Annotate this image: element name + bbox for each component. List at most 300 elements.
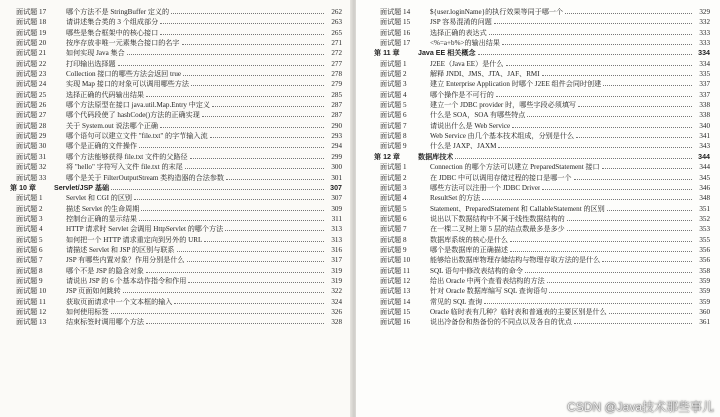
dot-leader: [510, 251, 692, 252]
page-number: 309: [331, 204, 342, 213]
question-number: 面试题 2: [380, 173, 407, 182]
toc-entry: [374, 173, 710, 183]
dot-leader: [146, 96, 324, 97]
page-number: 337: [699, 80, 710, 89]
dot-leader: [527, 116, 692, 117]
page-number: 333: [699, 39, 710, 48]
toc-entry: [374, 235, 710, 245]
left-page: [0, 0, 352, 417]
page-number: 344: [698, 152, 710, 161]
toc-entry: [10, 48, 342, 58]
question-number: 面试题 9: [380, 245, 407, 254]
question-title: <%=a+b%>的输出结果: [430, 39, 500, 48]
question-number: 面试题 5: [380, 204, 407, 213]
dot-leader: [183, 75, 324, 76]
question-number: 面试题 6: [380, 214, 407, 223]
chapter-title: Servlet/JSP 基础: [54, 183, 110, 192]
question-number: 面试题 3: [16, 214, 43, 223]
question-title: 说出冷备份和热备份的不同点以及各自的优点: [430, 318, 572, 327]
page-number: 311: [331, 214, 342, 223]
page-number: 277: [331, 59, 342, 68]
toc-entry: [374, 245, 710, 255]
page-number: 293: [331, 132, 342, 141]
question-number: 面试题 6: [380, 111, 407, 120]
question-title: 哪些方法可以注册一个 JDBC Driver: [430, 183, 541, 192]
dot-leader: [185, 168, 324, 169]
page-number: 319: [331, 266, 342, 275]
toc-left: [10, 7, 342, 328]
page-number: 262: [331, 8, 342, 16]
toc-entry: [10, 297, 342, 307]
question-title: JSP 有哪些内置对象？作用分别是什么: [66, 256, 185, 265]
dot-leader: [607, 210, 692, 211]
question-title: Web Service 由几个基本技术组成，分别是什么: [430, 132, 575, 141]
question-number: 面试题 18: [16, 18, 47, 27]
chapter-number: 第 10 章: [10, 183, 37, 192]
question-title: HTTP 请求时 Servlet 会调用 HttpServlet 的哪个方法: [66, 225, 224, 234]
dot-leader: [171, 13, 324, 14]
question-title: Statement、PreparedStatement 和 CallableStatement 的区别: [430, 204, 605, 213]
page-number: 271: [331, 39, 342, 48]
page-number: 279: [331, 80, 342, 89]
page-number: 360: [699, 307, 710, 316]
question-title: 请说出什么是 Web Service: [430, 121, 511, 130]
question-title: 实现 Map 接口的对象可以调用哪些方法: [66, 80, 189, 89]
dot-leader: [602, 168, 692, 169]
question-number: 面试题 8: [380, 235, 407, 244]
dot-leader: [146, 323, 324, 324]
dot-leader: [609, 313, 692, 314]
page-number: 352: [699, 214, 710, 223]
page-number: 316: [331, 245, 342, 254]
toc-entry: [374, 141, 710, 151]
page-number: 294: [331, 142, 342, 151]
dot-leader: [542, 75, 692, 76]
question-number: 面试题 14: [380, 8, 411, 16]
dot-leader: [496, 96, 692, 97]
dot-leader: [510, 241, 692, 242]
question-title: 描述 Servlet 的生命周期: [66, 204, 140, 213]
page-number: 340: [699, 121, 710, 130]
dot-leader: [123, 292, 324, 293]
toc-entry: [10, 38, 342, 48]
dot-leader: [139, 147, 324, 148]
question-title: SQL 语句中修改表结构的命令: [430, 266, 523, 275]
toc-entry: [10, 69, 342, 79]
question-number: 面试题 30: [16, 142, 47, 151]
toc-entry: [374, 286, 710, 296]
question-number: 面试题 29: [16, 132, 47, 141]
dot-leader: [118, 65, 324, 66]
question-title: 获取页面请求中一个文本框的输入: [66, 297, 173, 306]
toc-entry: [10, 152, 342, 162]
dot-leader: [111, 313, 324, 314]
question-number: 面试题 27: [16, 111, 47, 120]
page-number: 344: [699, 163, 710, 172]
question-title: 哪个代码段使了 hashCode()方法的正确实现: [66, 111, 200, 120]
question-number: 面试题 11: [380, 266, 410, 275]
page-number: 272: [331, 49, 342, 58]
page-number: 287: [331, 111, 342, 120]
question-title: 哪个不是 JSP 的隐含对象: [66, 266, 144, 275]
toc-entry: [10, 141, 342, 151]
toc-entry: [374, 255, 710, 265]
question-number: 面试题 28: [16, 121, 47, 130]
toc-chapter-heading: [374, 152, 710, 162]
question-title: 哪个语句可以建立文件 "file.txt" 的字节输入流: [66, 132, 208, 141]
toc-entry: [374, 121, 710, 131]
question-number: 面试题 23: [16, 70, 47, 79]
question-title: 哪个是关于 FilterOutputStream 类构造器的合法参数: [66, 173, 225, 182]
dot-leader: [489, 34, 692, 35]
question-number: 面试题 15: [380, 307, 411, 316]
dot-leader: [111, 189, 324, 190]
page-number: 334: [699, 59, 710, 68]
question-number: 面试题 20: [16, 39, 47, 48]
dot-leader: [191, 85, 324, 86]
question-title: 什么是 SOA，SOA 有哪些特点: [430, 111, 526, 120]
dot-leader: [174, 303, 324, 304]
question-title: Oracle 临时表有几种？临时表和普通表的主要区别是什么: [430, 307, 607, 316]
toc-entry: [374, 317, 710, 327]
page-number: 332: [699, 18, 710, 27]
toc-entry: [10, 121, 342, 131]
dot-leader: [134, 199, 324, 200]
page-number: 290: [331, 121, 342, 130]
toc-entry: [374, 183, 710, 193]
page-number: 359: [699, 297, 710, 306]
question-title: 打印输出选择题: [66, 59, 116, 68]
question-number: 面试题 17: [16, 8, 47, 16]
question-title: Collection 接口的哪些方法会返回 true: [66, 70, 182, 79]
toc-entry: [374, 59, 710, 69]
question-number: 面试题 25: [16, 90, 47, 99]
page-number: 343: [699, 142, 710, 151]
toc-entry: [10, 224, 342, 234]
toc-entry: [10, 204, 342, 214]
toc-entry: [374, 17, 710, 27]
toc-entry: [374, 110, 710, 120]
toc-entry: [10, 245, 342, 255]
question-number: 面试题 9: [16, 276, 43, 285]
question-number: 面试题 33: [16, 173, 47, 182]
question-title: 哪个是数据库的正确描述: [430, 245, 509, 254]
question-number: 面试题 8: [16, 266, 43, 275]
toc-entry: [374, 69, 710, 79]
question-title: Connection 的哪个方法可以建立 PreparedStatement 接口: [430, 163, 600, 172]
page-number: 333: [699, 28, 710, 37]
page-number: 307: [330, 183, 342, 192]
page-number: 359: [699, 287, 710, 296]
toc-chapter-heading: [10, 183, 342, 193]
question-title: 请讲述集合类的 3 个组成部分: [66, 18, 159, 27]
dot-leader: [603, 85, 692, 86]
dot-leader: [225, 230, 324, 231]
question-number: 面试题 11: [16, 297, 46, 306]
page-number: 307: [331, 194, 342, 203]
question-title: 如何使用标签: [66, 307, 109, 316]
question-number: 面试题 17: [380, 39, 411, 48]
toc-entry: [10, 173, 342, 183]
dot-leader: [160, 127, 324, 128]
dot-leader: [146, 272, 324, 273]
question-title: 请说出 JSP 的 6 个基本动作指令和作用: [66, 276, 187, 285]
question-number: 面试题 21: [16, 49, 47, 58]
question-number: 面试题 5: [380, 101, 407, 110]
question-number: 面试题 8: [380, 132, 407, 141]
page-number: 335: [699, 70, 710, 79]
question-title: 常见的 SQL 查询: [430, 297, 483, 306]
toc-entry: [10, 235, 342, 245]
question-title: 什么是 JAXP、JAXM: [430, 142, 497, 151]
question-title: JSP 页面如何跳转: [66, 287, 121, 296]
dot-leader: [578, 106, 692, 107]
toc-entry: [10, 7, 342, 17]
dot-leader: [602, 261, 692, 262]
question-title: J2EE（Java EE）是什么: [430, 59, 504, 68]
question-title: 关于 System.out 说法哪个正确: [66, 121, 159, 130]
toc-entry: [10, 59, 342, 69]
question-number: 面试题 16: [380, 318, 411, 327]
toc-entry: [374, 100, 710, 110]
question-title: 哪个方法能够获得 file.txt 文件的父路径: [66, 152, 188, 161]
question-number: 面试题 3: [380, 80, 407, 89]
page-number: 285: [331, 90, 342, 99]
toc-entry: [10, 276, 342, 286]
question-number: 面试题 12: [380, 276, 411, 285]
question-number: 面试题 1: [380, 59, 407, 68]
question-number: 面试题 7: [380, 225, 407, 234]
dot-leader: [177, 251, 324, 252]
question-title: 解释 JNDI、JMS、JTA、JAF、RMI: [430, 70, 540, 79]
question-title: 如何把一个 HTTP 请求重定向到另外的 URL: [66, 235, 203, 244]
page-number: 328: [331, 318, 342, 327]
page-number: 287: [331, 101, 342, 110]
question-title: 如何实现 Java 集合: [66, 49, 125, 58]
dot-leader: [160, 23, 324, 24]
question-number: 面试题 14: [380, 297, 411, 306]
page-number: 300: [331, 163, 342, 172]
toc-entry: [374, 7, 710, 17]
question-title: 控制台正确的显示结果: [66, 214, 137, 223]
question-title: ResultSet 的方法: [430, 194, 481, 203]
toc-entry: [10, 255, 342, 265]
dot-leader: [567, 230, 692, 231]
dot-leader: [478, 54, 692, 55]
page-number: 356: [699, 245, 710, 254]
question-title: JSP 容易混淆的问题: [430, 18, 492, 27]
dot-leader: [525, 272, 692, 273]
question-title: 能够给出数据库物理存储结构与物理存取方法的是什么: [430, 256, 601, 265]
dot-leader: [512, 127, 692, 128]
question-title: 在一棵二叉树上第 5 层的结点数最多是多少: [430, 225, 565, 234]
toc-entry: [374, 214, 710, 224]
chapter-title: Java EE 相关概念: [418, 49, 476, 58]
toc-entry: [10, 90, 342, 100]
dot-leader: [204, 241, 324, 242]
question-number: 面试题 13: [16, 318, 47, 327]
page-number: 351: [699, 204, 710, 213]
toc-entry: [10, 214, 342, 224]
toc-entry: [10, 307, 342, 317]
question-title: 针对 Oracle 数据库编写 SQL 查询语句: [430, 287, 548, 296]
question-title: 按序存放非唯一元素集合接口的名字: [66, 39, 180, 48]
toc-entry: [10, 100, 342, 110]
toc-entry: [374, 307, 710, 317]
question-number: 面试题 12: [16, 307, 47, 316]
question-title: 数据库系统的核心是什么: [430, 235, 509, 244]
question-number: 面试题 32: [16, 163, 47, 172]
chapter-title: 数据库技术: [418, 152, 454, 161]
toc-entry: [10, 286, 342, 296]
dot-leader: [576, 137, 692, 138]
dot-leader: [141, 210, 324, 211]
toc-entry: [374, 193, 710, 203]
dot-leader: [139, 220, 324, 221]
question-number: 面试题 5: [16, 235, 43, 244]
dot-leader: [506, 65, 693, 66]
dot-leader: [188, 282, 324, 283]
page-number: 359: [699, 276, 710, 285]
question-title: 建立 Enterprise Application 时哪个 J2EE 组件会同时创建: [430, 80, 602, 89]
question-number: 面试题 22: [16, 59, 47, 68]
page-number: 337: [699, 90, 710, 99]
question-number: 面试题 24: [16, 80, 47, 89]
dot-leader: [482, 199, 692, 200]
page-number: 353: [699, 225, 710, 234]
question-number: 面试题 26: [16, 101, 47, 110]
toc-entry: [10, 317, 342, 327]
page-number: 263: [331, 18, 342, 27]
toc-entry: [374, 38, 710, 48]
page-number: 329: [699, 8, 710, 16]
toc-entry: [10, 266, 342, 276]
question-title: 哪个方法原型在接口 java.util.Map.Entry 中定义: [66, 101, 211, 110]
chapter-number: 第 11 章: [374, 49, 400, 58]
question-title: 给出 Oracle 中两个查看表结构的方法: [430, 276, 545, 285]
chapter-number: 第 12 章: [374, 152, 401, 161]
watermark: CSDN @Java技术那些事儿: [567, 400, 714, 414]
question-number: 面试题 2: [16, 204, 43, 213]
page-number: 361: [699, 318, 710, 327]
question-number: 面试题 7: [380, 121, 407, 130]
page-number: 278: [331, 70, 342, 79]
question-number: 面试题 31: [16, 152, 47, 161]
toc-entry: [10, 79, 342, 89]
question-number: 面试题 7: [16, 256, 43, 265]
question-number: 面试题 9: [380, 142, 407, 151]
dot-leader: [567, 220, 692, 221]
toc-entry: [374, 79, 710, 89]
question-title: 哪些是集合框架中的核心接口: [66, 28, 159, 37]
question-number: 面试题 4: [380, 194, 407, 203]
page-number: 265: [331, 28, 342, 37]
dot-leader: [574, 179, 693, 180]
question-number: 面试题 2: [380, 70, 407, 79]
question-title: 哪个是正确的文件操作: [66, 142, 137, 151]
toc-entry: [10, 131, 342, 141]
question-title: 选择正确的表达式: [430, 28, 487, 37]
page-number: 345: [699, 173, 710, 182]
page-number: 326: [331, 307, 342, 316]
dot-leader: [202, 116, 324, 117]
right-page: [356, 0, 720, 417]
question-number: 面试题 13: [380, 287, 411, 296]
page-number: 341: [699, 132, 710, 141]
question-title: 建立一个 JDBC provider 时，哪些字段必须填写: [430, 101, 577, 110]
page-number: 346: [699, 183, 710, 192]
toc-entry: [10, 28, 342, 38]
toc-entry: [374, 266, 710, 276]
dot-leader: [484, 303, 692, 304]
toc-entry: [10, 110, 342, 120]
dot-leader: [226, 179, 324, 180]
toc-entry: [10, 162, 342, 172]
toc-entry: [374, 276, 710, 286]
toc-entry: [374, 204, 710, 214]
page-number: 358: [699, 266, 710, 275]
dot-leader: [212, 106, 324, 107]
dot-leader: [549, 292, 692, 293]
page-number: 348: [699, 194, 710, 203]
question-title: 将 "hello" 字符写入文件 file.txt 的末尾: [66, 163, 183, 172]
page-number: 319: [331, 276, 342, 285]
page-number: 338: [699, 111, 710, 120]
page-number: 317: [331, 256, 342, 265]
question-number: 面试题 15: [380, 18, 411, 27]
page-number: 334: [698, 49, 710, 58]
page-number: 355: [699, 235, 710, 244]
page-number: 322: [331, 287, 342, 296]
dot-leader: [127, 54, 324, 55]
toc-chapter-heading: [374, 48, 710, 58]
toc-entry: [374, 162, 710, 172]
question-title: 请描述 Servlet 和 JSP 的区别与联系: [66, 245, 175, 254]
question-number: 面试题 10: [16, 287, 47, 296]
dot-leader: [190, 158, 324, 159]
question-number: 面试题 3: [380, 183, 407, 192]
page-number: 313: [331, 235, 342, 244]
page-number: 324: [331, 297, 342, 306]
question-number: 面试题 4: [16, 225, 43, 234]
dot-leader: [498, 147, 692, 148]
question-number: 面试题 10: [380, 256, 411, 265]
question-number: 面试题 6: [16, 245, 43, 254]
page-number: 356: [699, 256, 710, 265]
question-title: ${user.loginName}的执行效果等同于哪一个: [430, 8, 564, 16]
question-title: 哪个方法不是 StringBuffer 定义的: [66, 8, 170, 16]
toc-entry: [374, 90, 710, 100]
dot-leader: [502, 44, 692, 45]
question-number: 面试题 4: [380, 90, 407, 99]
dot-leader: [210, 137, 324, 138]
question-title: 结束标签时调用哪个方法: [66, 318, 145, 327]
toc-right: [374, 7, 710, 328]
question-title: 哪个操作是不可行的: [430, 90, 494, 99]
question-title: 说出以下数据结构中不属于线性数据结构的: [430, 214, 565, 223]
page-number: 299: [331, 152, 342, 161]
toc-entry: [374, 224, 710, 234]
page-number: 313: [331, 225, 342, 234]
dot-leader: [187, 261, 324, 262]
question-title: Servlet 和 CGI 的区别: [66, 194, 133, 203]
dot-leader: [574, 323, 692, 324]
page-number: 338: [699, 101, 710, 110]
toc-entry: [374, 28, 710, 38]
question-number: 面试题 1: [380, 163, 407, 172]
question-title: 选择正确的代码输出结果: [66, 90, 145, 99]
dot-leader: [160, 34, 324, 35]
